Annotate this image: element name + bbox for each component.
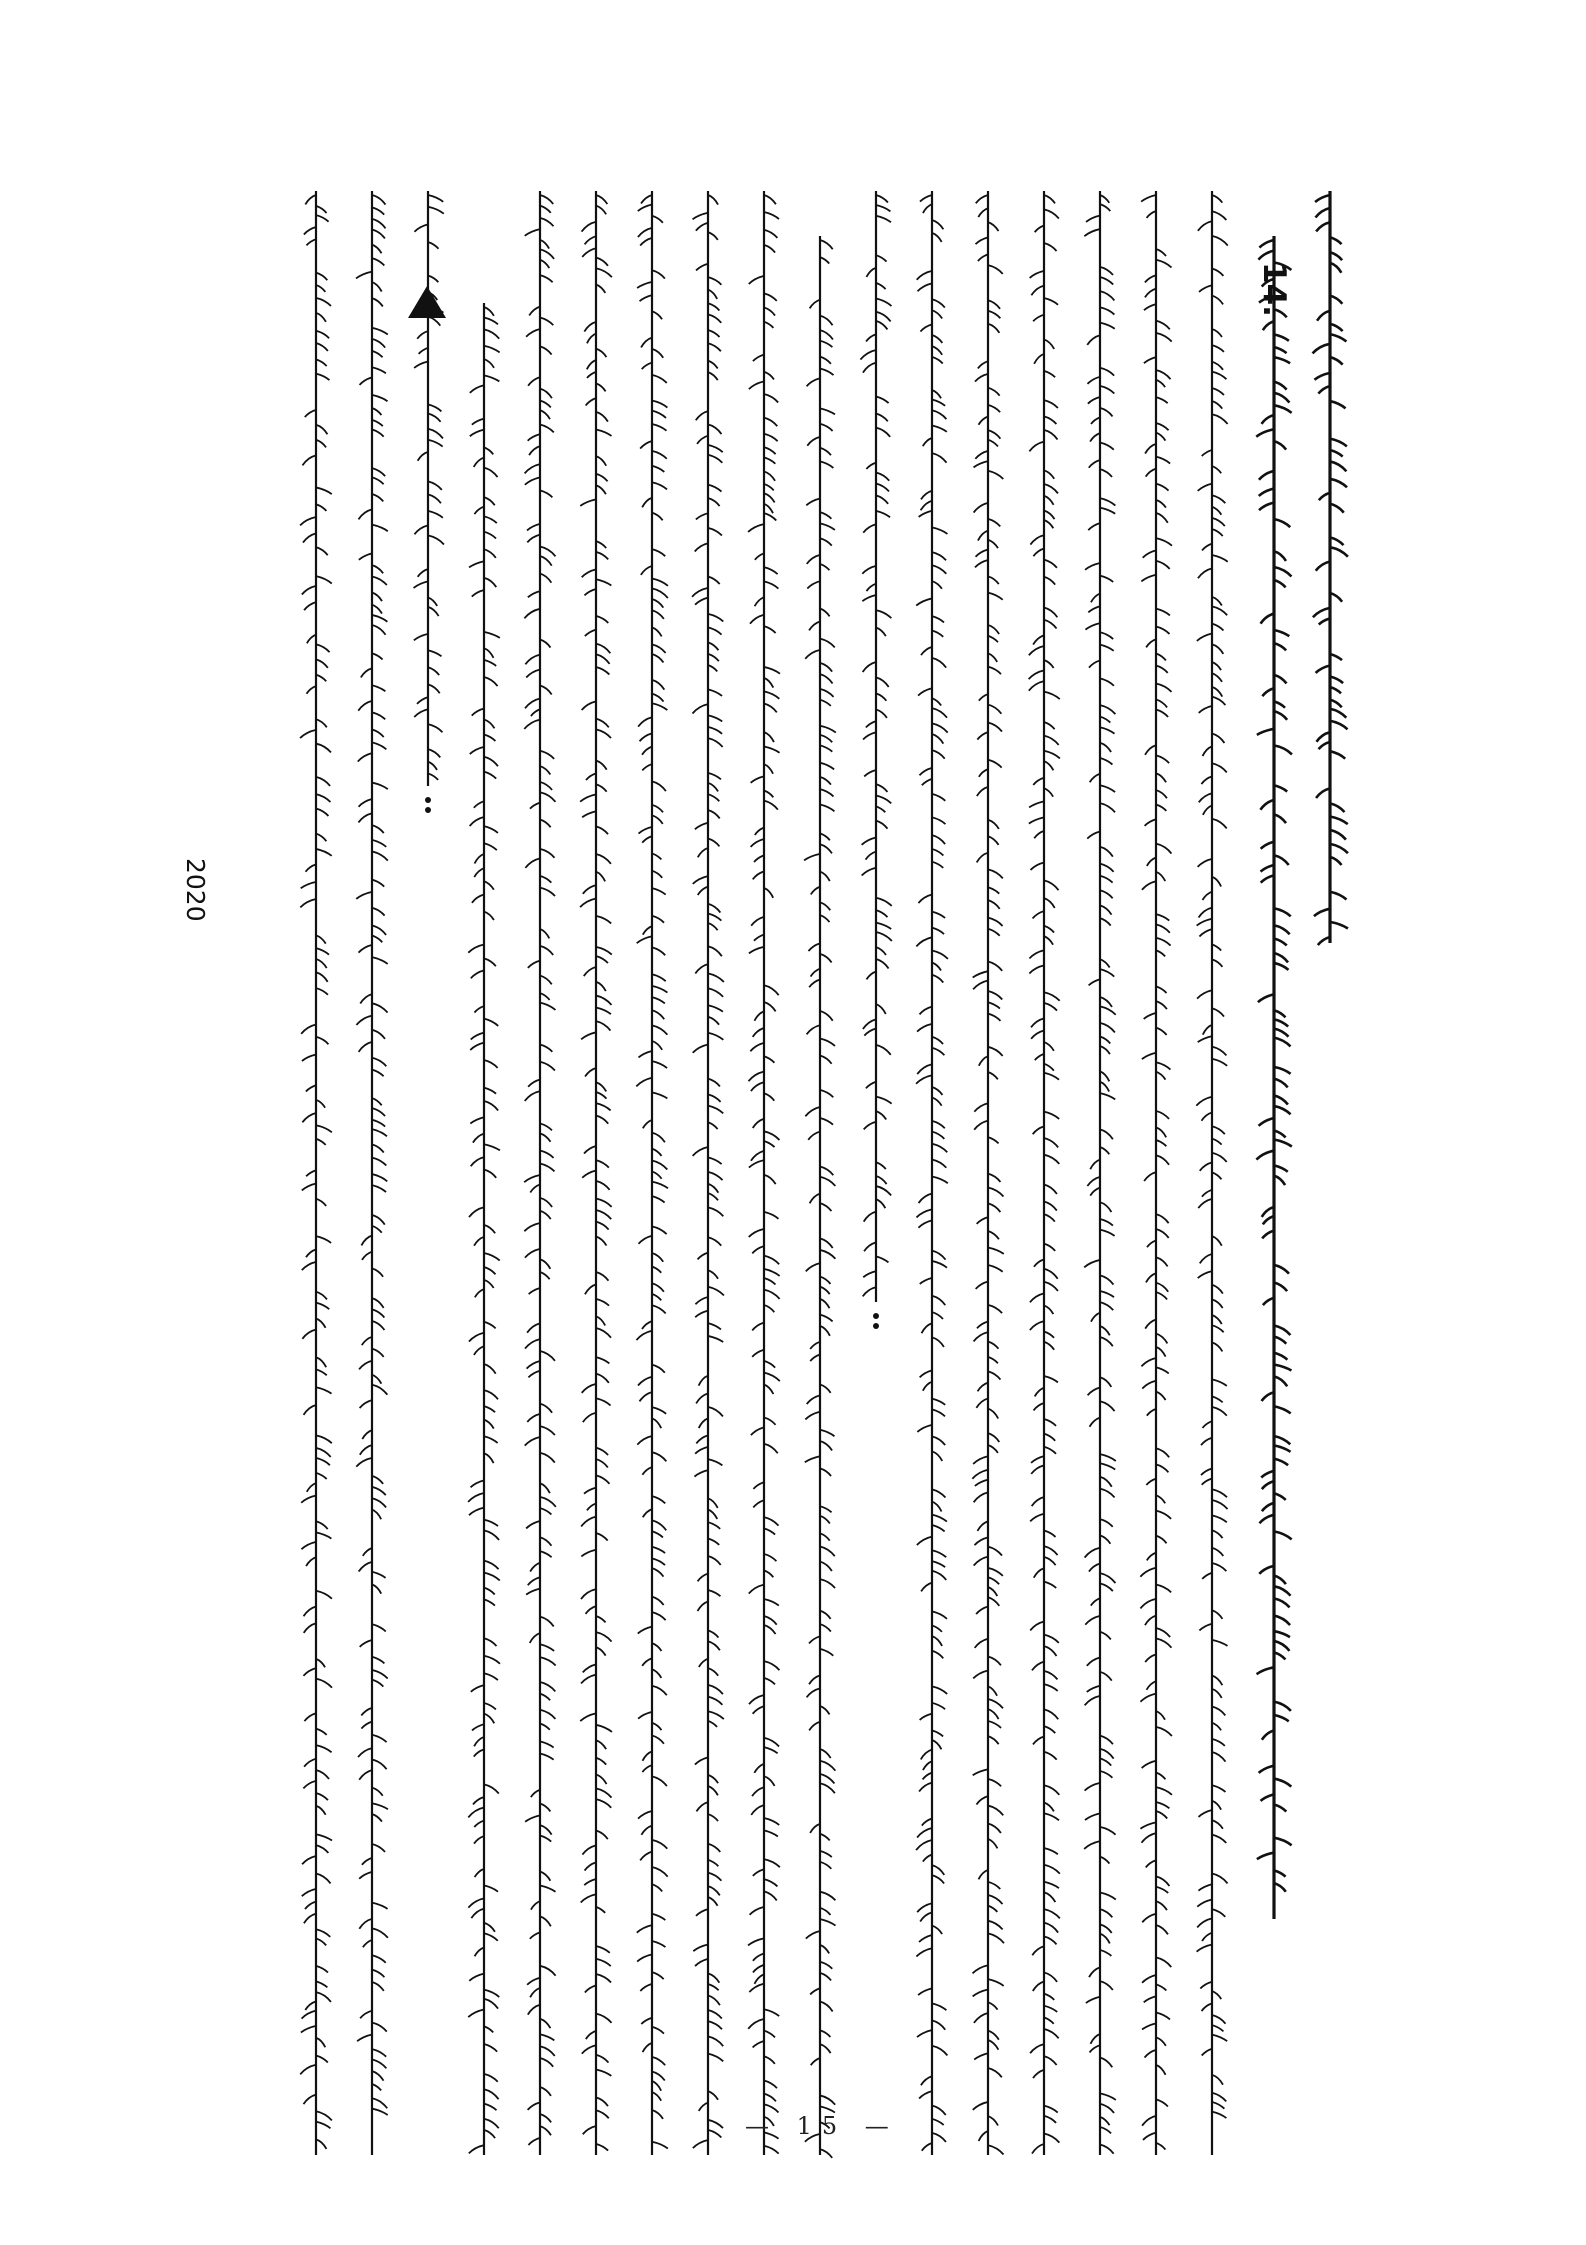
text-column-p2-line-3 bbox=[692, 191, 724, 2155]
text-column-p2-line-1 bbox=[804, 236, 836, 2158]
text-column-p1-line-5 bbox=[972, 191, 1004, 2155]
text-column-p2-line-6 bbox=[524, 191, 556, 2155]
text-column-p3-line-1 bbox=[356, 191, 388, 2155]
text-column-p1-line-7 bbox=[860, 191, 891, 1329]
triangle-bullet-icon bbox=[408, 286, 446, 318]
text-column-p2-line-2 bbox=[748, 191, 780, 2155]
text-column-p2-line-5 bbox=[580, 191, 612, 2155]
text-column-p3-line-2 bbox=[300, 191, 332, 2155]
section-number: 14. bbox=[1256, 262, 1292, 317]
text-column-p1-line-6 bbox=[916, 191, 948, 2155]
text-column-p1-line-3 bbox=[1084, 191, 1116, 2155]
text-column-p1-line-2 bbox=[1140, 191, 1172, 2155]
year-number: 2020 bbox=[181, 858, 210, 922]
text-column-p1-line-4 bbox=[1029, 191, 1060, 2155]
text-column-p2-line-7 bbox=[468, 303, 500, 2155]
text-column-p1-line-1 bbox=[1196, 191, 1227, 2155]
page-number: — 15 — bbox=[745, 2112, 899, 2140]
text-column-p2-line-8 bbox=[414, 191, 444, 813]
text-column-p2-line-4 bbox=[636, 191, 668, 2155]
text-column-heading bbox=[1313, 191, 1348, 945]
text-column-heading-2 bbox=[1256, 236, 1292, 1919]
